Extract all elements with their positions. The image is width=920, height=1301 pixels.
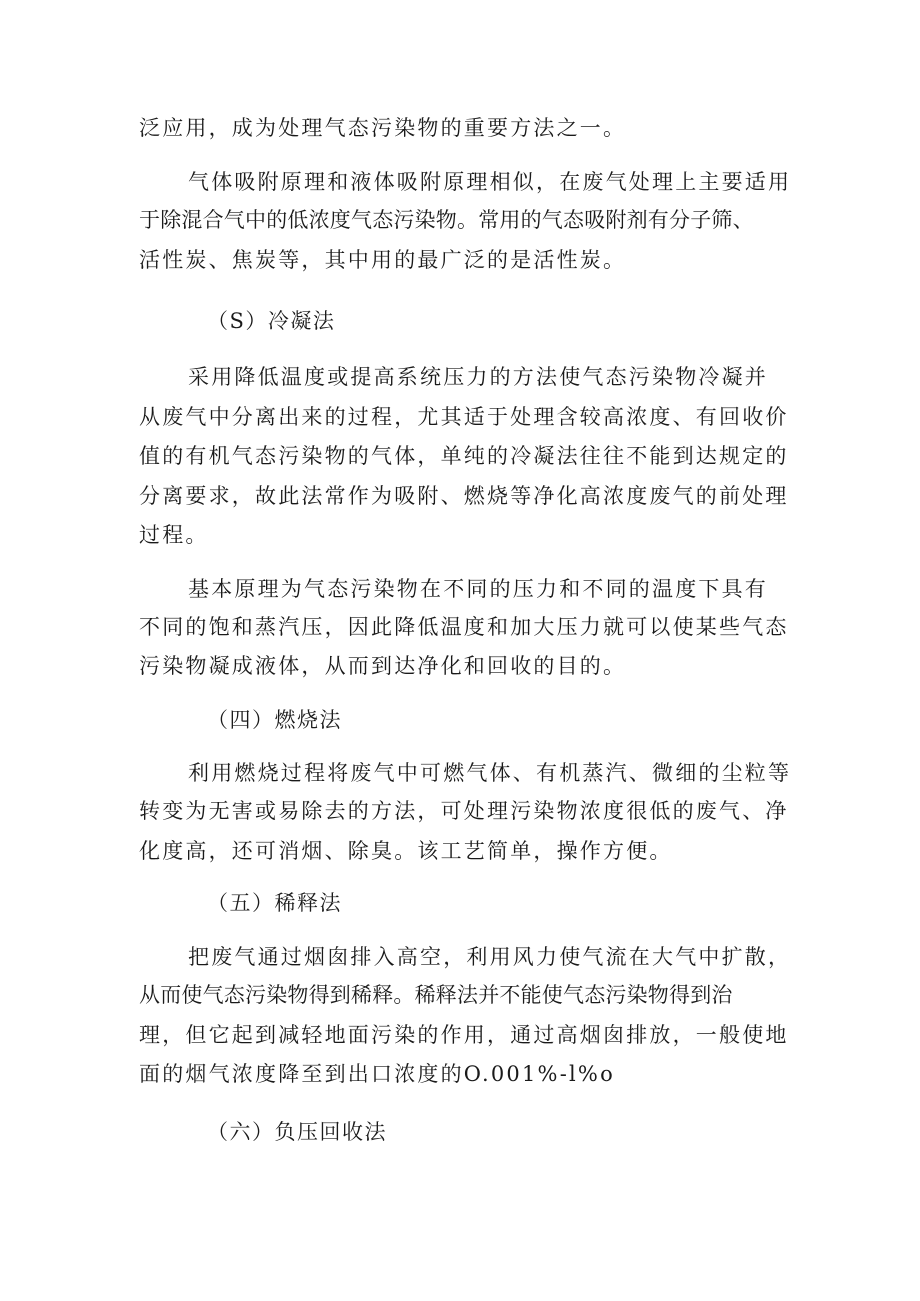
paragraph-line: 把废气通过烟囱排入高空，利用风力使气流在大气中扩散，	[188, 945, 792, 969]
paragraph-line: 分离要求，故此法常作为吸附、燃烧等净化高浓度废气的前处理	[139, 484, 789, 508]
paragraph-line: 不同的饱和蒸汽压，因此降低温度和加大压力就可以使某些气态	[139, 615, 789, 639]
paragraph-line: 从废气中分离出来的过程，尤其适于处理含较高浓度、有回收价	[139, 405, 789, 429]
paragraph-line: 从而使气态污染物得到稀释。稀释法并不能使气态污染物得到治	[139, 983, 733, 1007]
paragraph-line: 污染物凝成液体，从而到达净化和回收的目的。	[139, 654, 627, 678]
paragraph-line: 气体吸附原理和液体吸附原理相似，在废气处理上主要适用	[188, 170, 792, 194]
paragraph-line: 化度高，还可消烟、除臭。该工艺简单，操作方便。	[139, 839, 673, 863]
paragraph-line: 利用燃烧过程将废气中可燃气体、有机蒸汽、微细的尘粒等	[188, 761, 792, 785]
paragraph-line: 于除混合气中的低浓度气态污染物。常用的气态吸附剂有分子筛、	[139, 208, 754, 232]
paragraph-line: 面的烟气浓度降至到出口浓度的O.001%-l%o	[139, 1062, 615, 1086]
paragraph-line: 活性炭、焦炭等，其中用的最广泛的是活性炭。	[139, 248, 627, 272]
paragraph-line: 过程。	[139, 523, 209, 547]
section-heading: （四）燃烧法	[207, 708, 342, 732]
paragraph-line: 采用降低温度或提高系统压力的方法使气态污染物冷凝并	[188, 365, 768, 389]
section-heading: （S）冷凝法	[207, 309, 336, 333]
section-heading: （六）负压回收法	[207, 1120, 387, 1144]
paragraph-line: 基本原理为气态污染物在不同的压力和不同的温度下具有	[188, 577, 768, 601]
paragraph-line: 值的有机气态污染物的气体，单纯的冷凝法往往不能到达规定的	[139, 444, 789, 468]
paragraph-line: 转变为无害或易除去的方法，可处理污染物浓度很低的废气、净	[139, 799, 789, 823]
paragraph-line: 理，但它起到减轻地面污染的作用，通过高烟囱排放，一般使地	[139, 1023, 789, 1047]
section-heading: （五）稀释法	[207, 891, 342, 915]
paragraph-line: 泛应用，成为处理气态污染物的重要方法之一。	[139, 116, 627, 140]
